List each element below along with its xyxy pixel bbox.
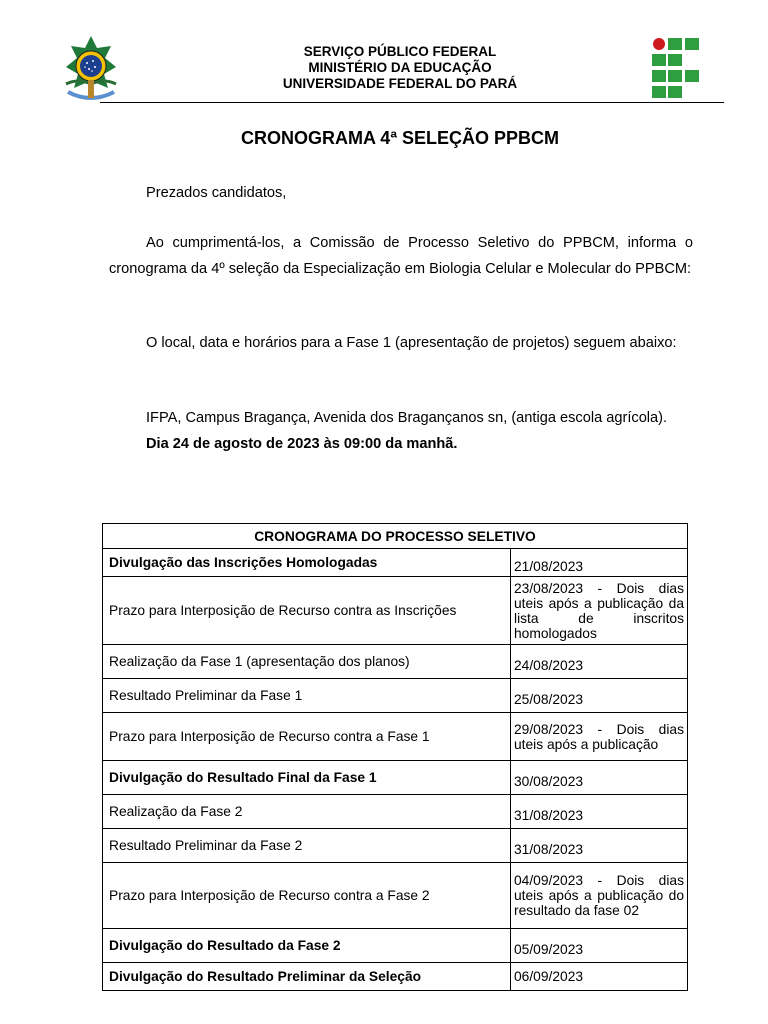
institution-header [180, 44, 620, 92]
date-cell: 06/09/2023 [511, 963, 688, 991]
table-row [103, 761, 688, 795]
table-row [103, 795, 688, 829]
table-header-row [103, 524, 688, 549]
date-cell: 30/08/2023 [511, 761, 688, 795]
brazil-coat-of-arms-icon [58, 34, 124, 104]
table-row [103, 963, 688, 991]
activity-cell: Prazo para Interposição de Recurso contra a Fase 2 [103, 863, 511, 929]
activity-cell: Divulgação do Resultado da Fase 2 [103, 929, 511, 963]
location-paragraph: O local, data e horários para a Fase 1 (apresentação de projetos) seguem abaixo: [146, 335, 677, 351]
activity-cell: Divulgação do Resultado Final da Fase 1 [103, 761, 511, 795]
header-line-1: SERVIÇO PÚBLICO FEDERAL [303, 44, 497, 59]
table-row [103, 679, 688, 713]
greeting: Prezados candidatos, [146, 185, 287, 201]
activity-cell: Prazo para Interposição de Recurso contra a Fase 1 [103, 713, 511, 761]
event-datetime: Dia 24 de agosto de 2023 às 09:00 da manhã. [146, 436, 458, 452]
date-cell: 29/08/2023 - Dois dias uteis após a publicação [511, 713, 688, 761]
header-divider [100, 102, 724, 103]
activity-cell: Prazo para Interposição de Recurso contra as Inscrições [103, 577, 511, 645]
date-cell: 23/08/2023 - Dois dias uteis após a publicação da lista de inscritos homologados [511, 577, 688, 645]
activity-cell: Divulgação do Resultado Preliminar da Seleção [103, 963, 511, 991]
table-row [103, 829, 688, 863]
activity-cell: Realização da Fase 2 [103, 795, 511, 829]
table-row [103, 645, 688, 679]
intro-paragraph: Ao cumprimentá-los, a Comissão de Processo Seletivo do PPBCM, informa o cronograma da 4º seleção da Especialização em Biologia Celular e Molecular do PPBCM: [109, 235, 693, 277]
date-cell: 31/08/2023 [511, 795, 688, 829]
table-row [103, 863, 688, 929]
schedule-table [102, 523, 688, 991]
date-cell: 21/08/2023 [511, 549, 688, 577]
table-row [103, 713, 688, 761]
ifpa-logo-icon [652, 38, 700, 100]
activity-cell: Resultado Preliminar da Fase 2 [103, 829, 511, 863]
date-cell: 24/08/2023 [511, 645, 688, 679]
table-row [103, 929, 688, 963]
location-address: IFPA, Campus Bragança, Avenida dos Bragançanos sn, (antiga escola agrícola). [146, 410, 668, 426]
date-cell: 05/09/2023 [511, 929, 688, 963]
activity-cell: Realização da Fase 1 (apresentação dos planos) [103, 645, 511, 679]
table-row [103, 577, 688, 645]
activity-cell: Resultado Preliminar da Fase 1 [103, 679, 511, 713]
activity-cell: Divulgação das Inscrições Homologadas [103, 549, 511, 577]
header-line-3: UNIVERSIDADE FEDERAL DO PARÁ [282, 76, 518, 91]
header-line-2: MINISTÉRIO DA EDUCAÇÃO [308, 60, 492, 75]
table-heading: CRONOGRAMA DO PROCESSO SELETIVO [103, 524, 688, 549]
date-cell: 25/08/2023 [511, 679, 688, 713]
date-cell: 04/09/2023 - Dois dias uteis após a publicação do resultado da fase 02 [511, 863, 688, 929]
date-cell: 31/08/2023 [511, 829, 688, 863]
document-title: CRONOGRAMA 4ª SELEÇÃO PPBCM [240, 128, 559, 148]
table-row [103, 549, 688, 577]
